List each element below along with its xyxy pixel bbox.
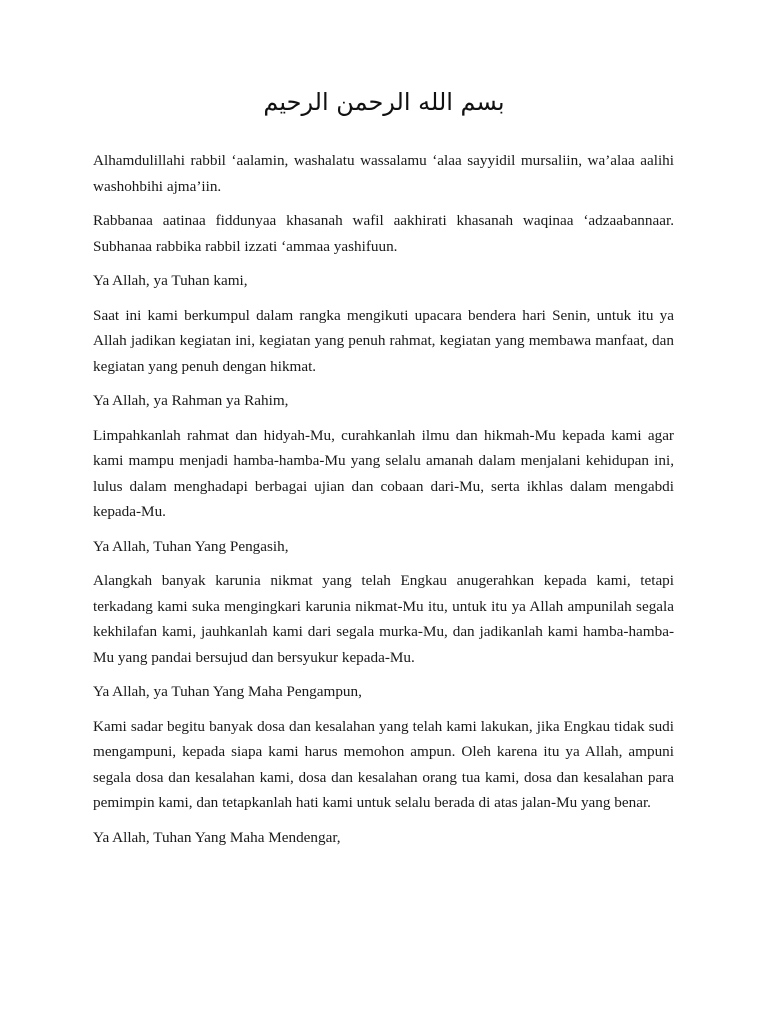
paragraph-forgiveness: Kami sadar begitu banyak dosa dan kesalahan yang telah kami lakukan, jika Engkau tidak sudi mengampuni, kepada siapa kami harus memohon ampun. Oleh karena itu ya Allah, ampuni segala dosa dan kesalahan kami, dosa dan kesalahan orang tua kami, dosa dan kesalahan para pemimpin kami, dan tetapkanlah hati kami untuk selalu berada di atas jalan-Mu yang benar. [93, 717, 674, 811]
paragraph-invocation-2: Ya Allah, ya Rahman ya Rahim, [93, 392, 289, 409]
paragraph-opening-praise: Alhamdulillahi rabbil ‘aalamin, washalatu wassalamu ‘alaa sayyidil mursaliin, wa’alaa aalihi washohbihi ajma’iin. [93, 152, 674, 195]
paragraph-invocation-4: Ya Allah, ya Tuhan Yang Maha Pengampun, [93, 683, 362, 700]
paragraph-invocation-1: Ya Allah, ya Tuhan kami, [93, 272, 248, 289]
paragraph-mercy: Limpahkanlah rahmat dan hidyah-Mu, curahkanlah ilmu dan hikmah-Mu kepada kami agar kami mampu menjadi hamba-hamba-Mu yang selalu amanah dalam menjalani kehidupan ini, lulus dalam menghadapi berbagai ujian dan cobaan dari-Mu, serta ikhlas dalam mengabdi kepada-Mu. [93, 426, 674, 520]
bismillah-heading: بسم الله الرحمن الرحيم [263, 88, 505, 116]
prayer-text-body [93, 148, 674, 859]
paragraph-blessings: Alangkah banyak karunia nikmat yang telah Engkau anugerahkan kepada kami, tetapi terkadang kami suka mengingkari karunia nikmat-Mu itu, untuk itu ya Allah ampunilah segala kekhilafan kami, jauhkanlah kami dari segala murka-Mu, dan jadikanlah kami hamba-hamba-Mu yang pandai bersujud dan bersyukur kepada-Mu. [93, 572, 674, 666]
paragraph-invocation-5: Ya Allah, Tuhan Yang Maha Mendengar, [93, 828, 341, 846]
paragraph-rabbana: Rabbanaa aatinaa fiddunyaa khasanah wafil aakhirati khasanah waqinaa ‘adzaabannaar. Subhanaa rabbika rabbil izzati ‘ammaa yashifuun. [93, 212, 674, 255]
paragraph-ceremony: Saat ini kami berkumpul dalam rangka mengikuti upacara bendera hari Senin, untuk itu ya Allah jadikan kegiatan ini, kegiatan yang penuh rahmat, kegiatan yang membawa manfaat, dan kegiatan yang penuh dengan hikmat. [93, 306, 674, 375]
paragraph-invocation-3: Ya Allah, Tuhan Yang Pengasih, [93, 537, 289, 555]
